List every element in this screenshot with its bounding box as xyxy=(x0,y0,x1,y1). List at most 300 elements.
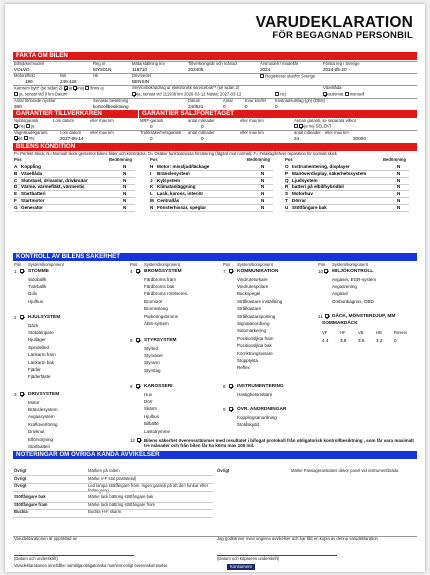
note-label: Buckla xyxy=(14,509,28,515)
kondition-rating: N xyxy=(123,191,127,197)
kondition-rating: N xyxy=(397,177,401,183)
note-label: Övrigt xyxy=(14,468,27,473)
section-item: Elförsörjning xyxy=(28,436,54,442)
kondition-item: Manöverdisplay, säkerhetssystem xyxy=(292,170,367,176)
kondition-item: Startbatteri xyxy=(21,191,46,197)
garanti-label: Trafiksäkerhetsgaranti xyxy=(140,130,182,135)
kondition-pos: S xyxy=(285,191,289,197)
garanti-label: antal månader xyxy=(188,130,215,135)
fakta-label: Årsmodell / modellår xyxy=(260,61,299,66)
fakta-label: Mätarställning km xyxy=(132,61,165,66)
tire-value: 3.8 xyxy=(340,338,347,343)
checkbox[interactable] xyxy=(26,124,30,128)
kondition-rating: N xyxy=(261,170,265,176)
section-item: Startbatteri xyxy=(28,444,51,449)
option-label: automat xyxy=(328,91,344,97)
checkbox[interactable] xyxy=(275,92,279,96)
kondition-heading: BILENS KONDITION xyxy=(13,143,417,151)
section-checkbox[interactable] xyxy=(136,338,140,342)
option-label: ja xyxy=(19,135,23,141)
kondition-rating: N xyxy=(397,198,401,203)
fakta-value: 0 xyxy=(223,104,226,109)
kondition-item: Ljudsystem xyxy=(292,177,318,183)
section-item: Färdbroms fram xyxy=(144,276,177,282)
kondition-legend: P= Perfekt Skick, N= Normalt skick gentemot bilens ålder och körsträcka, O= Osäker funktion/vissa försämring (åtgärd mot normal), F= Felaktig/kräver reparation för normalt skick xyxy=(14,151,337,156)
kondition-pos: D xyxy=(14,184,18,190)
kondition-rating: N xyxy=(123,170,127,176)
kondition-rating: N xyxy=(261,177,265,183)
section-item: Reflex xyxy=(237,365,250,371)
kontroll-sys-header: System/komponent xyxy=(144,262,180,267)
kondition-pos: C xyxy=(14,177,18,183)
document-title-block xyxy=(256,14,413,42)
section-checkbox[interactable] xyxy=(229,384,233,388)
kondition-pos: M xyxy=(150,198,154,203)
section-number: 11 xyxy=(318,314,323,319)
kontroll-pos-header: Pos xyxy=(223,262,231,267)
annan-months: 24 xyxy=(294,136,300,141)
kondition-pos-header: Pos xyxy=(150,157,158,162)
tire-value: 4.4 xyxy=(322,338,329,343)
kontroll-sys-header: System/komponent xyxy=(332,262,368,267)
fakta-value: VOLVO xyxy=(14,67,30,72)
tire-header: HB xyxy=(376,330,382,335)
checkbox[interactable] xyxy=(299,124,303,128)
checkbox[interactable] xyxy=(24,136,28,140)
section-item: Motor xyxy=(28,399,40,405)
section-number: 4 xyxy=(130,269,133,274)
kondition-item: Motorhuv xyxy=(292,191,313,197)
tire-title: DÄCK, MÖNSTERDJUP, MM xyxy=(332,314,396,319)
section-title: HJULSYSTEM xyxy=(28,315,61,320)
tire-value: 3.2 xyxy=(376,338,383,343)
row-divider xyxy=(13,517,213,518)
kondition-rating: N xyxy=(123,204,127,210)
bottom-note: Varudeklarationen innehåller samtliga obligatoriska moment enligt överenskommelse xyxy=(14,563,168,568)
kondition-item: Kylsystem xyxy=(157,177,180,183)
kondition-pos: U xyxy=(285,204,289,210)
servicebok-label: Servicebok/utdrag ur elektronisk servicebok** (se sidan 2) xyxy=(132,85,240,90)
option-label: ja xyxy=(31,123,35,129)
checkbox[interactable] xyxy=(345,92,349,96)
note-text: Märke Passagerarsidans dekor panel vid instrumentbräda xyxy=(291,468,399,473)
checkbox[interactable] xyxy=(64,86,68,90)
section-title: ÖVR. ANORDNINGAR xyxy=(237,407,287,412)
option-label: ja xyxy=(68,85,73,91)
kondition-bed-header: Bedömning xyxy=(383,157,407,162)
kondition-pos: E xyxy=(14,191,18,197)
garanti-label: Vagnskadegaranti xyxy=(14,130,48,135)
tire-header: VF xyxy=(322,330,328,335)
section-item: Drivknut xyxy=(28,429,45,435)
tire-value: 0 xyxy=(394,338,397,343)
section-item: Stöldskydd xyxy=(237,422,260,427)
kondition-pos: B xyxy=(14,170,18,176)
section-item: Huv xyxy=(144,391,153,397)
kondition-rating: N xyxy=(397,204,401,210)
garanti-label: eller max km xyxy=(240,118,264,123)
kontroll-pos-header: Pos xyxy=(130,262,138,267)
kondition-item: Motor: missljud/läckage xyxy=(157,164,210,169)
section-item: Signalanordning xyxy=(237,321,270,326)
kondition-rating: N xyxy=(261,204,265,210)
note-label: Stötfångare fram xyxy=(14,501,48,507)
noteringar-heading: NOTERINGAR OM ÖVRIGA KÄNDA AVVIKELSER xyxy=(13,451,417,459)
garanti-label: MRF-garanti xyxy=(140,118,164,123)
checkbox[interactable] xyxy=(294,124,298,128)
section-item: Kraftöverföring xyxy=(28,421,58,427)
section-title: STYRSYSTEM xyxy=(144,338,177,343)
section-number: 3 xyxy=(14,392,17,397)
note-text: Buckla H-F skarm xyxy=(88,509,122,515)
fakta-label: kW xyxy=(60,73,67,78)
note-label: Övrigt xyxy=(217,468,230,473)
section-item: Styrled xyxy=(144,345,159,351)
checkbox[interactable] xyxy=(132,92,136,96)
section-item: Kopplingsanordning xyxy=(237,414,277,420)
option-label: nej xyxy=(19,123,25,129)
garanti-label: eller max km xyxy=(240,130,264,135)
section-number: 9 xyxy=(223,407,226,412)
kondition-bed-header: Bedömning xyxy=(247,157,271,162)
tire-header: VB xyxy=(358,330,364,335)
section-item: Körriktningsvisare xyxy=(237,350,273,356)
kondition-rating: N xyxy=(261,198,265,203)
kondition-item: Stötfångare bak xyxy=(292,204,327,210)
kondition-pos-header: Pos xyxy=(285,157,293,162)
kondition-pos: H xyxy=(150,164,154,169)
row-divider xyxy=(150,211,273,212)
section-checkbox[interactable] xyxy=(229,269,233,273)
kondition-item: Växellåda xyxy=(21,170,43,176)
kondition-rating: N xyxy=(397,184,401,190)
kontroll-sys-header: System/komponent xyxy=(28,262,64,267)
servicebok-detail xyxy=(132,92,241,97)
section-item: Styrväxel xyxy=(144,353,163,358)
checkbox[interactable] xyxy=(73,86,77,90)
servicebok-detail-text: ja, senast vid 111939 km 2026-03-12 Nästa: 2027-03-12 xyxy=(137,91,242,97)
kondition-item: Bränslesystem xyxy=(157,170,190,176)
section-item: Hjulhus xyxy=(144,413,160,419)
sign-right-caption: (Datum och köparens underskrift) xyxy=(217,556,280,561)
fakta-value: 2024-05-20 xyxy=(323,67,347,72)
fakta-value: 186 xyxy=(25,79,33,84)
checkbox[interactable] xyxy=(14,136,18,140)
fakta-label: Kvar km/fel xyxy=(245,98,266,103)
section-item: Styrarm xyxy=(144,360,160,366)
kondition-rating: N xyxy=(397,164,401,169)
fakta-value: BENSIN xyxy=(132,79,150,84)
fakta-value: 118710 xyxy=(132,67,147,72)
checkbox[interactable] xyxy=(14,92,18,96)
option-label: manuell xyxy=(349,91,365,97)
section-item: Sidoballk xyxy=(28,276,47,282)
divider xyxy=(13,98,417,99)
section-item: Bränslesystem xyxy=(28,407,58,412)
kondition-rating: N xyxy=(397,191,401,197)
garanti-label: t.om datum xyxy=(53,118,74,123)
kontroll-pos-header: Pos xyxy=(14,262,22,267)
kondition-item: Startmotor xyxy=(21,198,45,203)
fakta-label: Första reg i Sverige xyxy=(323,61,360,66)
section-number: 5 xyxy=(130,338,133,343)
checkbox[interactable] xyxy=(85,86,89,90)
kondition-rating: N xyxy=(261,191,265,197)
kontroll-sys-header: System/komponent xyxy=(237,262,273,267)
vaxellada-label: Växellåda xyxy=(323,85,342,90)
section-item: Fjäderfäste xyxy=(28,374,51,380)
section-checkbox[interactable] xyxy=(20,315,24,319)
kondition-item: Lack, kaross, interiör xyxy=(157,191,204,197)
section-number: 1 xyxy=(14,269,17,274)
fakta-value: 202405 xyxy=(188,67,204,72)
footer-left: Varudeklarationen är upprättad av xyxy=(14,536,78,541)
section-number: 10 xyxy=(318,269,324,274)
kondition-pos: K xyxy=(150,184,154,190)
annan-km: 30000 xyxy=(353,136,366,141)
tire-subtitle: SOMMARDÄCK xyxy=(322,321,358,326)
garanti-label: eller max km xyxy=(90,130,114,135)
kondition-pos: I xyxy=(150,170,152,176)
section-item: Positionsljkta bak xyxy=(237,343,272,349)
note-text: Märke lack bättring stötfångare fram xyxy=(88,501,156,507)
fakta-label: Drivmedel xyxy=(132,73,151,78)
fakta-label: Tillverkningsår och månad xyxy=(188,61,237,66)
fakta-label: Motoreffekt xyxy=(14,73,35,78)
servicebok-no xyxy=(275,92,286,97)
row-divider xyxy=(13,491,213,492)
kamrem-row xyxy=(14,86,104,91)
section-item: Strålkastarspolning xyxy=(237,313,276,319)
kamrem-detail-text: ja, senast vid 0 km Datum xyxy=(19,91,68,97)
option-label: finns ej xyxy=(90,85,104,91)
kondition-item: batteri på elbil/hybridbil xyxy=(292,184,344,190)
section-item: Strålkastare inställning xyxy=(237,298,283,304)
note-text: Märken på ratten xyxy=(88,468,120,473)
divider xyxy=(13,73,417,74)
row-divider xyxy=(285,211,409,212)
fakta-label: Reg nr xyxy=(93,61,106,66)
section-item: Sidomarkering xyxy=(237,328,267,334)
section-item: Lastutrymme xyxy=(144,428,171,434)
document-subtitle: FÖR BEGAGNAD PERSONBIL xyxy=(272,29,413,41)
kamrem-detail xyxy=(14,92,67,97)
section-item: Styrstag xyxy=(144,367,161,373)
section-item: Skärm xyxy=(144,406,158,412)
section-item: Hjulhus xyxy=(28,298,44,304)
section-title: STOMME xyxy=(28,269,49,274)
garanti-tillverkaren-heading: GARANTIER TILLVERKAREN xyxy=(13,110,138,118)
kontroll-heading: KONTROLL AV BILENS SÄKERHET xyxy=(13,253,417,261)
annan-garanti-text: ja nej SELEKT xyxy=(304,123,332,129)
checkbox[interactable] xyxy=(14,124,18,128)
kondition-item: Värme, värmefläkt, värmestis xyxy=(21,184,85,190)
note-12: Bilens säkerhet överensstämmer med resultatet i bifogat protokoll från obligatorisk kontrollbesiktning , som får vara maximalt tre månader och från bilen får ha körts max 100 mil. xyxy=(144,438,414,449)
kondition-item: Koppling xyxy=(21,164,41,169)
garanti-label: antal månader xyxy=(294,130,321,135)
mrf-months: 0 xyxy=(150,124,153,129)
section-item: Tvärballk xyxy=(28,284,47,289)
fakta-value: 2024 xyxy=(260,67,271,72)
section-item: Däck xyxy=(28,322,39,328)
kondition-pos: G xyxy=(14,204,18,210)
kondition-rating: N xyxy=(123,184,127,190)
fakta-heading: FAKTA OM BILEN xyxy=(13,52,417,60)
note-label: Övrigt xyxy=(14,483,27,489)
section-checkbox[interactable] xyxy=(324,269,328,273)
garanti-label: Annan garanti, se separata villkor xyxy=(294,118,357,123)
sign-left-caption: (Datum och underskrift) xyxy=(14,556,58,561)
section-checkbox[interactable] xyxy=(137,438,141,442)
option-label: nej xyxy=(78,85,84,91)
garanti-label: t.om datum xyxy=(60,130,81,135)
section-number: 8 xyxy=(223,384,226,389)
note-text: Märke V-F stol plaststelal) xyxy=(88,475,137,481)
fakta-label: Hk xyxy=(93,73,99,78)
fakta-value: kontrollbesiktning xyxy=(93,104,129,109)
kondition-item: Slutväxel, drivaxlar, drivknutar xyxy=(21,177,88,183)
row-divider xyxy=(14,211,135,212)
section-item: Länkarm bak xyxy=(28,359,55,365)
kondition-pos: Q xyxy=(285,177,289,183)
garanti-label: eller max km xyxy=(90,118,114,123)
mrf-km: 0 xyxy=(201,124,204,129)
section-item: Ombordiagnos, OBD xyxy=(332,298,374,304)
fakta-label: Antal xyxy=(223,98,233,103)
kondition-item: Klimatanläggning xyxy=(157,184,196,190)
fakta-value: 0 xyxy=(245,104,248,109)
garanti-saljforetaget-heading: GARANTIER SÄLJFÖRETAGET xyxy=(139,110,417,118)
fakta-value: 240521 xyxy=(188,104,204,109)
checkbox[interactable] xyxy=(260,74,264,78)
section-number: 6 xyxy=(130,384,133,389)
kondition-rating: N xyxy=(261,184,265,190)
annan-garanti xyxy=(294,124,332,129)
option-label: nej xyxy=(28,135,35,141)
kondition-pos: N xyxy=(150,204,154,210)
section-checkbox[interactable] xyxy=(20,392,24,396)
checkbox[interactable] xyxy=(323,92,327,96)
option-label: nej xyxy=(280,91,286,97)
section-item: Bromsrör xyxy=(144,298,163,304)
fakta-value: 0 xyxy=(275,104,278,109)
section-item: Vindrutetorkare xyxy=(237,276,268,282)
kondition-item: Fönsterhissar, speglar xyxy=(157,204,207,210)
section-checkbox[interactable] xyxy=(20,269,24,273)
kondition-item: Centrallås xyxy=(157,198,180,203)
section-checkbox[interactable] xyxy=(229,407,233,411)
nybil-options xyxy=(14,124,34,129)
vagnskada-date: 2027-06-14 xyxy=(60,136,84,141)
section-item: Strålkastare xyxy=(237,306,262,312)
section-item: Avgasrening xyxy=(332,284,357,289)
section-item: Färdbroms bak xyxy=(144,284,175,289)
section-item: Spindelled xyxy=(28,344,50,350)
document-title: VARUDEKLARATION xyxy=(255,14,413,31)
section-number: 2 xyxy=(14,315,17,320)
kondition-rating: N xyxy=(261,164,265,169)
section-item: Parkeringsbroms xyxy=(144,313,179,319)
kondition-pos: J xyxy=(150,177,153,183)
garanti-label: antal månader xyxy=(188,118,215,123)
kondition-pos: O xyxy=(285,164,289,169)
kondition-rating: N xyxy=(397,170,401,176)
section-item: Avgaser, EGR-system xyxy=(332,276,377,282)
section-item: Stötdämpare xyxy=(28,330,54,335)
section-item: Dörr xyxy=(144,399,153,404)
section-item: Positionsljkta fram xyxy=(237,335,274,341)
section-item: Vindrutespolare xyxy=(237,284,269,289)
fakta-value: 249.426 xyxy=(60,79,77,84)
note-text: Märke lack bättring stötfångare bak xyxy=(88,494,154,500)
section-item: Avgaser xyxy=(332,291,349,297)
section-title: MILJÖKONTROLL xyxy=(332,269,374,274)
kondition-pos: P xyxy=(285,170,289,176)
section-title: KAROSSERI xyxy=(144,384,173,389)
kondition-pos: A xyxy=(14,164,18,169)
kondition-bed-header: Bedömning xyxy=(109,157,133,162)
section-item: Hjullager xyxy=(28,337,46,343)
tire-header: HF xyxy=(340,330,346,335)
kamrem-label: Kamrem bytt* (se sidan 2) xyxy=(14,85,63,91)
fakta-value: 360 xyxy=(14,104,22,109)
fakta-label: Datum xyxy=(188,98,201,103)
fakta-label: Kostnadsutslag (gh) (OBS) xyxy=(275,98,326,103)
kondition-pos: R xyxy=(285,184,289,190)
section-checkbox[interactable] xyxy=(136,269,140,273)
document-page xyxy=(5,4,425,572)
fakta-label: Senaste besiktning xyxy=(93,98,129,103)
tire-header: Reserv xyxy=(394,330,408,335)
section-item: Fjäder xyxy=(28,367,41,372)
section-title: DRIVSYSTEM xyxy=(28,392,60,397)
kondition-rating: N xyxy=(123,198,127,203)
section-title: KOMMUNIKATION xyxy=(237,269,279,274)
section-item: Färdbroms rörelseres. xyxy=(144,291,189,297)
kondition-rating: N xyxy=(123,177,127,183)
section-item: Länkarm fram xyxy=(28,352,56,358)
section-item: ABS-system xyxy=(144,321,169,326)
garanti-label: Nybilsgaranti xyxy=(14,118,39,123)
section-checkbox[interactable] xyxy=(325,314,329,318)
registered-abroad[interactable] xyxy=(260,74,315,79)
kondition-rating: N xyxy=(123,164,127,169)
section-item: Golv xyxy=(28,291,38,297)
vagnskada-options xyxy=(14,136,34,141)
section-item: Backspegel xyxy=(237,291,261,297)
section-checkbox[interactable] xyxy=(136,384,140,388)
section-title: INSTRUMENTERING xyxy=(237,384,284,389)
kontroll-pos-header: Pos xyxy=(318,262,326,267)
konsument-stamp: Konsument xyxy=(227,564,255,570)
section-item: Avgassystem xyxy=(28,414,55,420)
trafik-km: 0 xyxy=(201,136,204,141)
section-number: 7 xyxy=(223,269,226,274)
kondition-pos: F xyxy=(14,198,17,203)
note-label: Övrigt xyxy=(14,475,27,481)
fakta-value: MYS01N xyxy=(93,67,112,72)
vaxellada-options xyxy=(323,92,364,97)
garanti-label: eller max km xyxy=(325,130,349,135)
kondition-item: Generator xyxy=(21,204,43,210)
fakta-label: Antal förlorade nycklar xyxy=(14,98,56,103)
footer-right: Jag godkänner ovan angivna avvikelser och har fått en kopia av denna varudeklaration xyxy=(217,536,378,541)
section-item: Hastighetsmätare xyxy=(237,391,273,397)
fakta-label: Registrerat utanför Sverige xyxy=(265,73,316,79)
kondition-pos: L xyxy=(150,191,153,197)
section-title: BROMSSYSTEM xyxy=(144,269,182,274)
section-item: Bilbälte xyxy=(144,421,159,427)
